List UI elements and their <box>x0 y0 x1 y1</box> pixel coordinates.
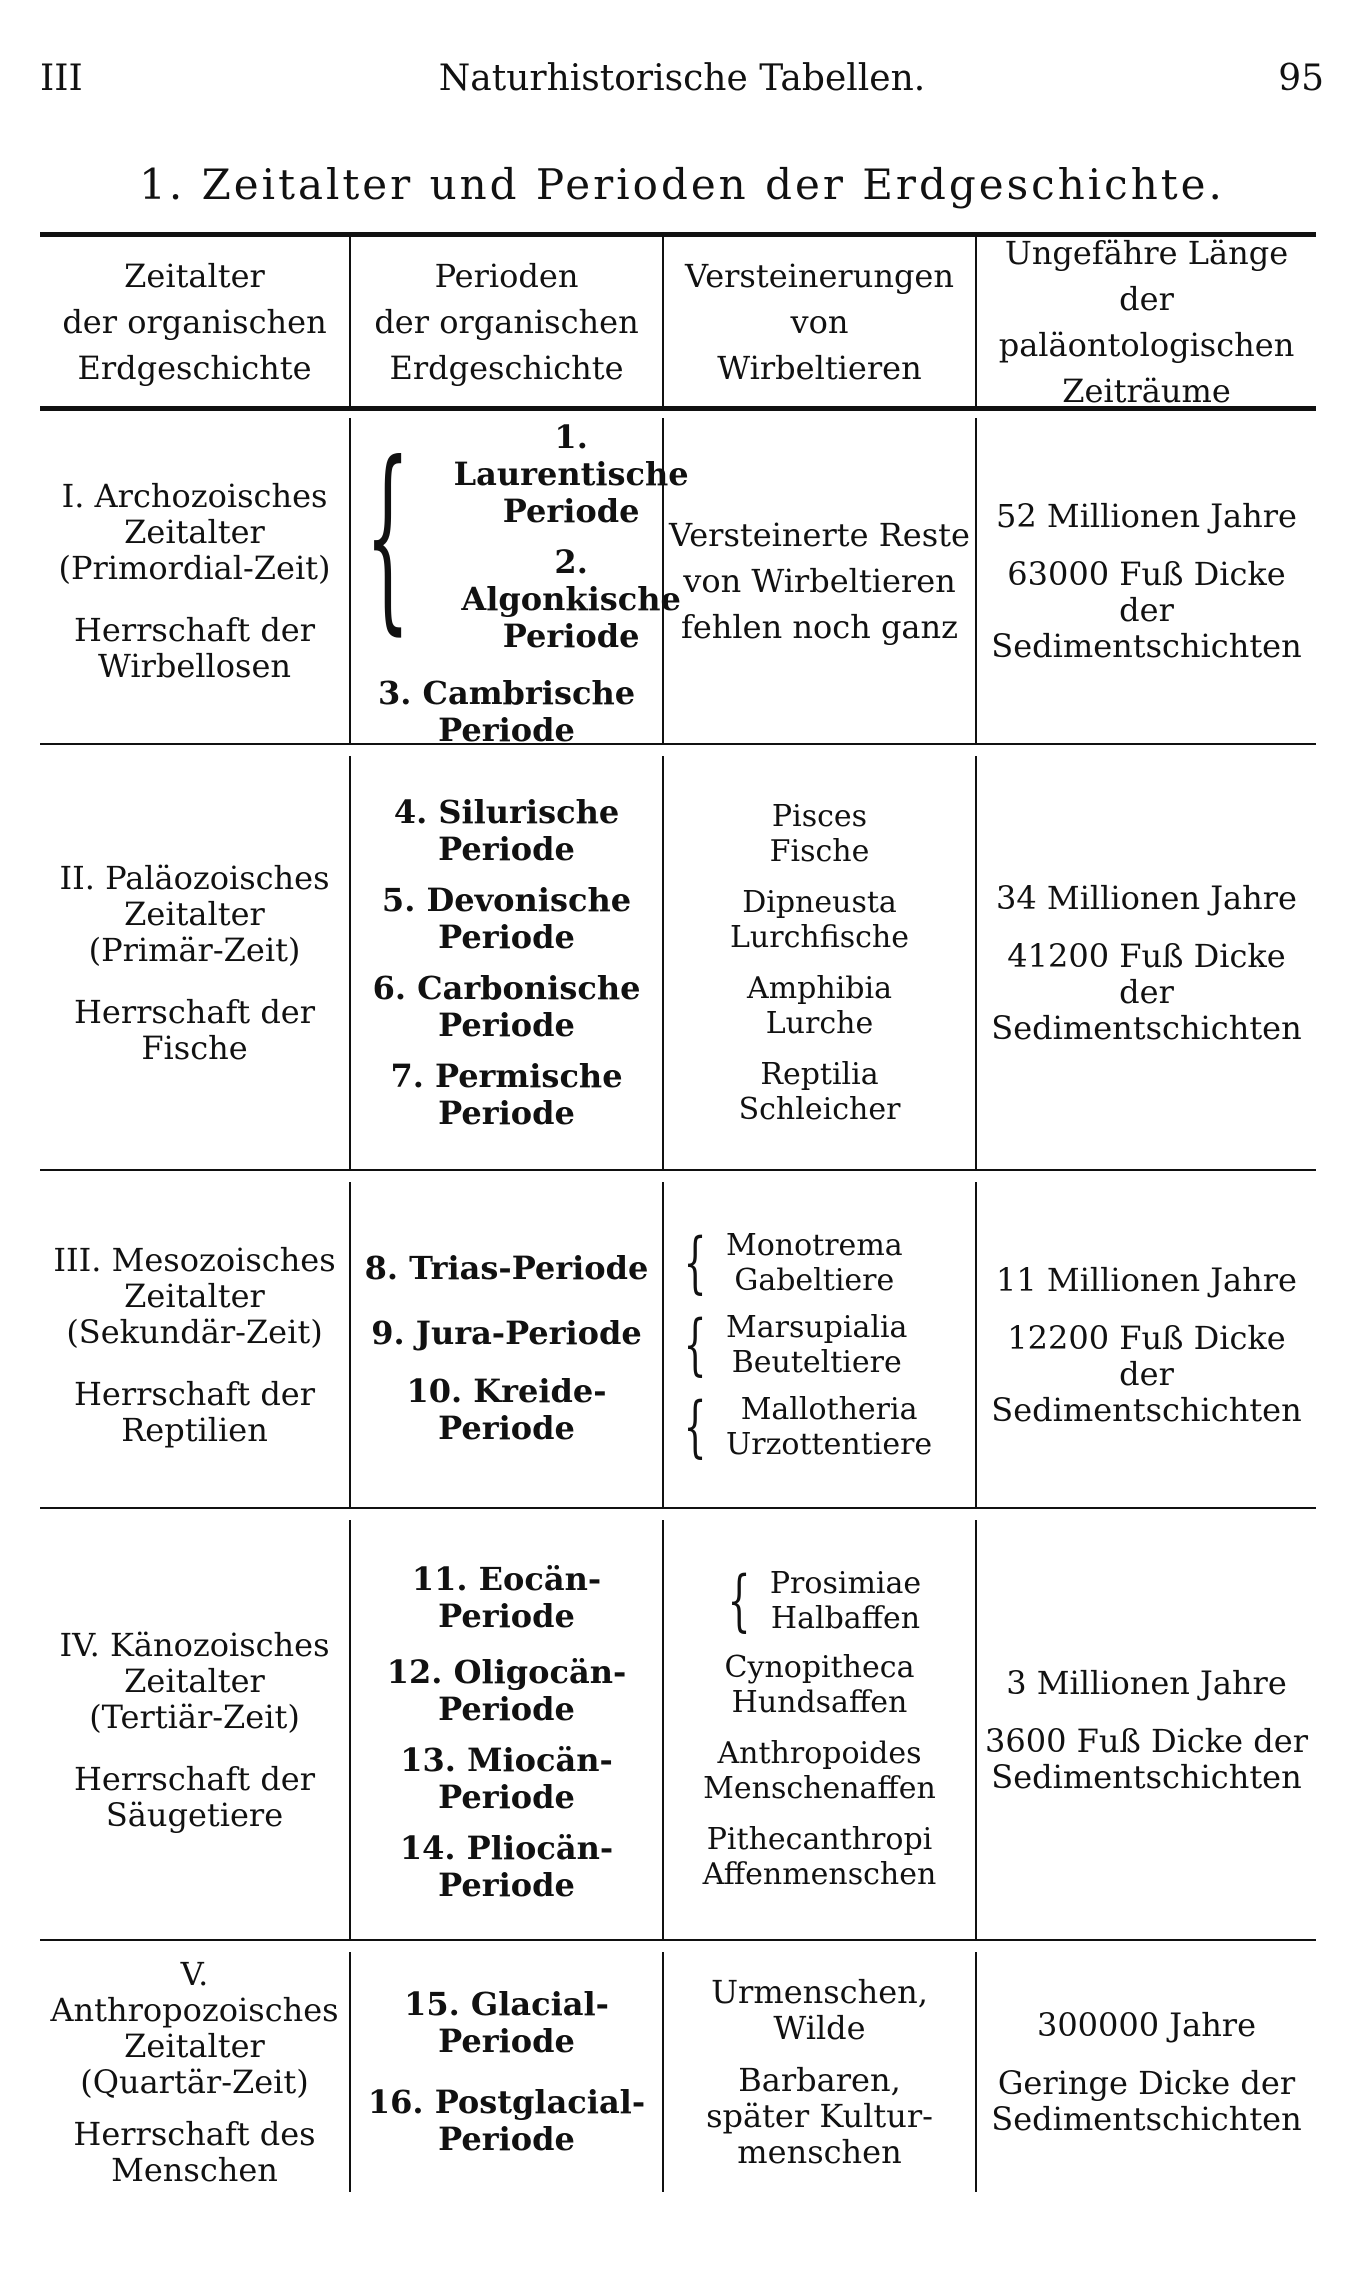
thickness-text: 63000 Fuß Dicke der <box>1007 554 1286 629</box>
period-name: Periode <box>438 1777 575 1816</box>
periods-cell <box>351 417 689 749</box>
period-name: 6. Carbonische <box>372 968 641 1007</box>
brace-icon: { <box>683 1305 707 1383</box>
dominance-text: Menschen <box>111 2151 278 2189</box>
row-divider <box>40 1169 1316 1171</box>
fossil-german: Beuteltiere <box>731 1344 902 1380</box>
duration-text: 11 Millionen Jahre <box>996 1260 1297 1299</box>
running-title: Naturhistorische Tabellen. <box>438 58 926 99</box>
length-cell <box>977 418 1316 743</box>
period-name: Periode <box>502 491 640 530</box>
fossil-german: Gabeltiere <box>734 1262 895 1298</box>
era-name: II. Paläozoisches <box>59 858 330 897</box>
fossils-cell <box>664 1952 975 2192</box>
dominance-text: Herrschaft der <box>73 992 316 1031</box>
dominance-text: Herrschaft der <box>73 1374 316 1413</box>
era-name: I. Archozoisches <box>61 476 328 515</box>
period-name: 11. Eocän-Periode <box>411 1559 602 1635</box>
dominance-text: Reptilien <box>121 1410 268 1449</box>
section-numeral: III <box>40 58 83 99</box>
running-head <box>40 58 1324 108</box>
fossil-german: Lurche <box>765 1005 874 1041</box>
period-group <box>324 412 688 662</box>
era-name: III. Mesozoisches <box>53 1240 336 1279</box>
header-text: Versteinerungen <box>685 256 954 295</box>
fossil-german: Affenmenschen <box>702 1856 937 1892</box>
period-entry <box>382 882 631 956</box>
fossils-text: Versteinerte Reste <box>669 515 970 554</box>
period-name: 15. Glacial- <box>404 1985 609 2023</box>
period-name: Periode <box>438 1865 575 1904</box>
period-entry <box>454 419 689 530</box>
period-entry <box>390 1058 622 1132</box>
brace-icon: { <box>727 1561 751 1639</box>
era-name: IV. Känozoisches <box>59 1625 330 1664</box>
fossil-latin: Pithecanthropi <box>706 1821 933 1857</box>
dominance-text: Herrschaft des <box>73 2115 316 2153</box>
fossils-text: fehlen noch ganz <box>681 607 958 646</box>
header-text: der paläontologischen <box>998 279 1295 364</box>
header-cell-fossils <box>664 237 975 406</box>
length-cell <box>977 756 1316 1169</box>
period-name: 1. Laurentische <box>453 417 689 493</box>
fossil-latin: Dipneusta <box>742 884 897 920</box>
period-name: Periode <box>502 616 640 655</box>
row-divider <box>40 1507 1316 1509</box>
header-text: der organischen <box>374 302 639 341</box>
period-entry <box>387 1654 626 1728</box>
fossil-entry <box>703 1736 936 1806</box>
fossil-entry <box>739 1057 901 1127</box>
thickness-text: Sedimentschichten <box>991 1390 1302 1429</box>
era-name: V. Anthropozoisches <box>50 1955 339 2029</box>
length-cell <box>977 1520 1316 1939</box>
fossil-entry <box>770 799 870 869</box>
periods-cell <box>351 1952 662 2192</box>
thickness-text: Sedimentschichten <box>991 2100 1302 2138</box>
dominance-text: Herrschaft der <box>73 1759 316 1798</box>
periods-cell <box>351 1520 662 1939</box>
period-name: 12. Oligocän- <box>386 1652 627 1691</box>
fossil-text: Urmenschen, <box>711 1973 928 2011</box>
fossil-latin: Cynopitheca <box>724 1649 915 1685</box>
period-name: 3. Cambrische <box>377 673 636 712</box>
fossil-latin: Amphibia <box>747 970 892 1006</box>
header-text: Perioden <box>434 256 579 295</box>
fossil-group <box>718 1561 922 1639</box>
duration-text: 3 Millionen Jahre <box>1006 1663 1287 1702</box>
fossil-latin: Prosimiae <box>769 1565 922 1601</box>
period-name: 7. Permische <box>390 1056 623 1095</box>
thickness-text: Sedimentschichten <box>991 626 1302 665</box>
period-name: 5. Devonische <box>381 880 632 919</box>
fossil-group <box>674 1387 933 1465</box>
fossil-german: Lurchfische <box>730 919 909 955</box>
era-cell <box>40 1520 349 1939</box>
header-cell-era <box>40 237 349 406</box>
period-name: 14. Pliocän- <box>399 1828 614 1867</box>
fossil-entry <box>747 971 892 1041</box>
header-cell-periods <box>351 237 662 406</box>
thickness-text: 3600 Fuß Dicke der <box>985 1721 1308 1760</box>
period-name: Periode <box>438 829 575 868</box>
period-entry <box>368 2084 645 2158</box>
dominance-text: Herrschaft der <box>73 610 316 649</box>
period-entry <box>404 1986 609 2060</box>
period-entry <box>365 1250 649 1287</box>
dominance-text: Fische <box>141 1028 248 1067</box>
periods-cell <box>351 1182 662 1507</box>
header-text: Ungefähre Länge <box>1004 233 1289 272</box>
duration-text: 34 Millionen Jahre <box>996 878 1297 917</box>
duration-text: 300000 Jahre <box>1036 2006 1257 2044</box>
era-label: Zeitalter <box>124 894 265 933</box>
thickness-text: Sedimentschichten <box>991 1008 1302 1047</box>
period-entry <box>371 1315 641 1352</box>
fossil-german: Hundsaffen <box>731 1684 908 1720</box>
fossil-text: später Kultur- <box>706 2097 933 2135</box>
period-entry <box>406 1373 606 1447</box>
era-cell <box>40 756 349 1169</box>
period-name: Periode <box>438 1689 575 1728</box>
fossil-latin: Marsupialia <box>726 1309 908 1345</box>
duration-text: 52 Millionen Jahre <box>996 496 1297 535</box>
brace-icon: { <box>683 1387 707 1465</box>
fossil-group <box>674 1305 908 1383</box>
length-cell <box>977 1182 1316 1507</box>
thickness-text: 41200 Fuß Dicke der <box>1007 936 1286 1011</box>
era-subtitle: (Sekundär-Zeit) <box>66 1312 323 1351</box>
fossil-entry <box>703 1822 937 1892</box>
period-name: 4. Silurische <box>393 792 620 831</box>
fossil-german: Schleicher <box>738 1091 901 1127</box>
length-cell <box>977 1952 1316 2192</box>
fossil-german: Menschenaffen <box>703 1770 936 1806</box>
period-entry <box>454 544 689 655</box>
period-entry <box>400 1742 613 1816</box>
period-name: 8. Trias-Periode <box>364 1248 649 1287</box>
period-name: Periode <box>438 710 575 749</box>
fossil-entry <box>711 1974 928 2046</box>
period-name: 16. Postglacial- <box>367 2083 646 2121</box>
fossils-cell <box>664 1520 975 1939</box>
header-text: Zeitalter <box>124 256 265 295</box>
fossil-group <box>674 1223 903 1301</box>
brace-icon: { <box>683 1223 707 1301</box>
fossil-latin: Reptilia <box>760 1056 879 1092</box>
era-label: Zeitalter <box>124 1276 265 1315</box>
era-label: Zeitalter <box>124 512 265 551</box>
era-subtitle: (Primordial-Zeit) <box>58 548 331 587</box>
era-subtitle: (Primär-Zeit) <box>88 930 301 969</box>
fossils-text: von Wirbeltieren <box>683 561 956 600</box>
period-name: Periode <box>438 1093 575 1132</box>
fossil-text: Wilde <box>773 2009 866 2047</box>
period-name: Periode <box>438 1005 575 1044</box>
period-entry <box>394 794 619 868</box>
table-title: 1. Zeitalter und Perioden der Erdgeschichte. <box>139 160 1225 209</box>
thickness-text: Geringe Dicke der <box>997 2064 1296 2102</box>
period-name: Periode <box>438 1408 575 1447</box>
page-number: 95 <box>1278 58 1324 99</box>
brace-icon: { <box>365 419 411 653</box>
fossil-latin: Monotrema <box>726 1227 903 1263</box>
period-name: 9. Jura-Periode <box>371 1313 642 1352</box>
era-cell <box>40 1182 349 1507</box>
period-entry <box>351 1561 662 1635</box>
thickness-text: 12200 Fuß Dicke der <box>1007 1318 1286 1393</box>
thickness-text: Sedimentschichten <box>991 1757 1302 1796</box>
period-name: Periode <box>438 2120 575 2158</box>
fossil-german: Halbaffen <box>770 1600 921 1636</box>
dominance-text: Säugetiere <box>105 1795 284 1834</box>
header-cell-length <box>977 233 1316 410</box>
header-text: Wirbeltieren <box>717 348 922 387</box>
period-entry <box>373 970 641 1044</box>
fossil-entry <box>706 2062 933 2170</box>
era-cell <box>40 418 349 743</box>
periods-cell <box>351 756 662 1169</box>
header-text: der organischen <box>62 302 327 341</box>
period-name: 10. Kreide- <box>406 1371 607 1410</box>
fossil-german: Urzottentiere <box>726 1426 933 1462</box>
fossil-entry <box>730 885 909 955</box>
header-text: Zeiträume <box>1062 371 1231 410</box>
period-name: 13. Miocän- <box>400 1740 613 1779</box>
period-name: Periode <box>438 2022 575 2060</box>
era-subtitle: (Quartär-Zeit) <box>80 2063 309 2101</box>
fossil-text: menschen <box>737 2133 902 2171</box>
fossil-latin: Pisces <box>771 798 868 834</box>
era-label: Zeitalter <box>124 1661 265 1700</box>
era-cell <box>40 1952 349 2192</box>
header-text: von <box>790 302 849 341</box>
row-divider <box>40 743 1316 745</box>
fossil-text: Barbaren, <box>738 2061 901 2099</box>
row-divider <box>40 1939 1316 1941</box>
fossils-cell <box>664 756 975 1169</box>
fossil-latin: Anthropoides <box>717 1735 922 1771</box>
dominance-text: Wirbellosen <box>98 646 291 685</box>
fossils-cell <box>664 418 975 743</box>
fossils-cell <box>664 1182 975 1507</box>
period-name: Periode <box>438 917 575 956</box>
header-text: Erdgeschichte <box>389 348 624 387</box>
fossil-entry <box>725 1650 915 1720</box>
period-entry <box>400 1830 613 1904</box>
era-label: Zeitalter <box>124 2027 265 2065</box>
fossil-latin: Mallotheria <box>740 1391 918 1427</box>
header-text: Erdgeschichte <box>77 348 312 387</box>
era-subtitle: (Tertiär-Zeit) <box>89 1697 300 1736</box>
fossil-german: Fische <box>769 833 870 869</box>
period-entry <box>378 675 635 749</box>
period-name: 2. Algonkische <box>461 542 681 618</box>
